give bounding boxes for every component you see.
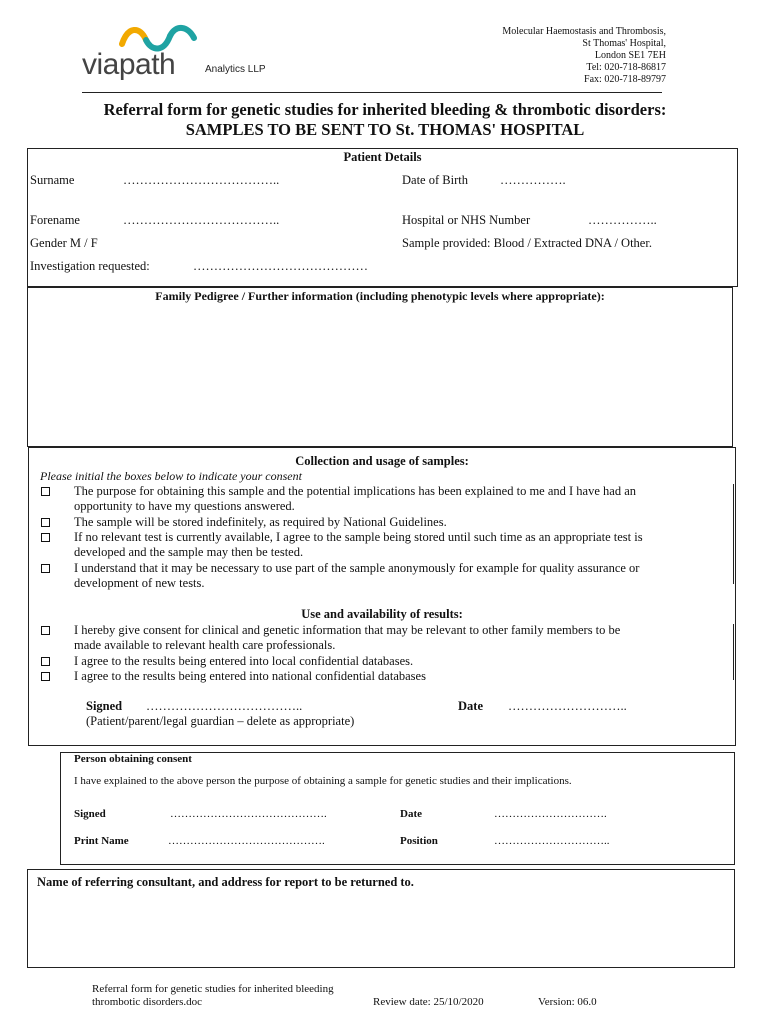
results-checkbox[interactable] bbox=[41, 657, 50, 666]
investigation-label: Investigation requested: bbox=[30, 259, 150, 273]
print-name-field[interactable]: ……………………………………. bbox=[168, 835, 325, 847]
signed-note: (Patient/parent/legal guardian – delete as appropriate) bbox=[86, 714, 355, 728]
consent-date-field[interactable]: …………………………. bbox=[494, 808, 607, 820]
consent-item: If no relevant test is currently available, I agree to the sample being stored until such time as an appropriate test is developed and the sample may then be tested. bbox=[74, 530, 643, 559]
logo-wordmark: viapath bbox=[82, 48, 176, 81]
surname-label: Surname bbox=[30, 173, 75, 187]
dob-field[interactable]: ……………. bbox=[500, 173, 566, 187]
patient-details-heading: Patient Details bbox=[343, 150, 422, 164]
address-line: Molecular Haemostasis and Thrombosis, bbox=[502, 26, 666, 37]
gender-field[interactable]: Gender M / F bbox=[30, 236, 98, 250]
sample-provided-field[interactable]: Sample provided: Blood / Extracted DNA / Other. bbox=[402, 236, 652, 250]
collection-heading: Collection and usage of samples: bbox=[295, 454, 469, 468]
forename-label: Forename bbox=[30, 213, 80, 227]
forename-field[interactable]: ……………………………….. bbox=[123, 213, 280, 227]
results-item: I agree to the results being entered into national confidential databases bbox=[74, 669, 426, 683]
title-line: SAMPLES TO BE SENT TO St. THOMAS' HOSPITAL bbox=[185, 120, 585, 139]
title-line: Referral form for genetic studies for inherited bleeding & thrombotic disorders: bbox=[103, 100, 667, 119]
consent-checkbox[interactable] bbox=[41, 487, 50, 496]
surname-field[interactable]: ……………………………….. bbox=[123, 173, 280, 187]
pedigree-section[interactable] bbox=[27, 287, 733, 447]
consent-signature-field[interactable]: ……………………………………. bbox=[170, 808, 327, 820]
patient-signature-field[interactable]: ……………………………….. bbox=[146, 699, 303, 713]
footer-version: Version: 06.0 bbox=[538, 996, 597, 1008]
patient-signed-label: Signed bbox=[86, 699, 123, 713]
address-line: Tel: 020-718-86817 bbox=[586, 62, 666, 73]
consent-item: The purpose for obtaining this sample and the potential implications has been explained to me and I have had an opportunity to have my questions answered. bbox=[74, 484, 636, 513]
pedigree-heading: Family Pedigree / Further information (including phenotypic levels where appropriate): bbox=[155, 289, 605, 303]
address-line: London SE1 7EH bbox=[594, 50, 666, 61]
results-checkbox[interactable] bbox=[41, 672, 50, 681]
results-item: I hereby give consent for clinical and genetic information that may be relevant to other family members to be made available to relevant health care professionals. bbox=[74, 623, 621, 652]
hospital-number-field[interactable]: …………….. bbox=[588, 213, 657, 227]
results-heading: Use and availability of results: bbox=[301, 607, 463, 621]
consent-item: The sample will be stored indefinitely, as required by National Guidelines. bbox=[74, 515, 447, 529]
address-line: St Thomas' Hospital, bbox=[582, 38, 666, 49]
form-title bbox=[0, 100, 770, 140]
investigation-field[interactable]: …………………………………… bbox=[193, 259, 368, 273]
consent-taker-heading: Person obtaining consent bbox=[74, 753, 192, 765]
print-name-label: Print Name bbox=[74, 835, 129, 847]
consent-checkbox[interactable] bbox=[41, 533, 50, 542]
results-checkbox[interactable] bbox=[41, 626, 50, 635]
footer-document-name: Referral form for genetic studies for inherited bleeding thrombotic disorders.doc bbox=[92, 983, 334, 1008]
footer-review-date: Review date: 25/10/2020 bbox=[373, 996, 484, 1008]
lab-address bbox=[502, 26, 666, 86]
hospital-number-label: Hospital or NHS Number bbox=[402, 213, 531, 227]
header-divider bbox=[82, 92, 662, 93]
consent-taker-section bbox=[60, 752, 735, 865]
patient-date-label: Date bbox=[458, 699, 483, 713]
referring-consultant-heading: Name of referring consultant, and address for report to be returned to. bbox=[37, 875, 414, 889]
consent-taker-text: I have explained to the above person the purpose of obtaining a sample for genetic studies and their implications. bbox=[74, 775, 572, 787]
consent-item: I understand that it may be necessary to use part of the sample anonymously for example for quality assurance or development of new tests. bbox=[74, 561, 640, 590]
consent-instruction: Please initial the boxes below to indicate your consent bbox=[40, 469, 302, 483]
patient-date-field[interactable]: ……………………….. bbox=[508, 699, 627, 713]
position-label: Position bbox=[400, 835, 438, 847]
consent-checkbox[interactable] bbox=[41, 518, 50, 527]
consent-signed-label: Signed bbox=[74, 808, 106, 820]
consent-checkbox[interactable] bbox=[41, 564, 50, 573]
logo-suffix: Analytics LLP bbox=[205, 64, 266, 75]
position-field[interactable]: ………………………….. bbox=[494, 835, 610, 847]
consent-date-label: Date bbox=[400, 808, 422, 820]
results-item: I agree to the results being entered into local confidential databases. bbox=[74, 654, 414, 668]
dob-label: Date of Birth bbox=[402, 173, 468, 187]
address-line: Fax: 020-718-89797 bbox=[584, 74, 666, 85]
